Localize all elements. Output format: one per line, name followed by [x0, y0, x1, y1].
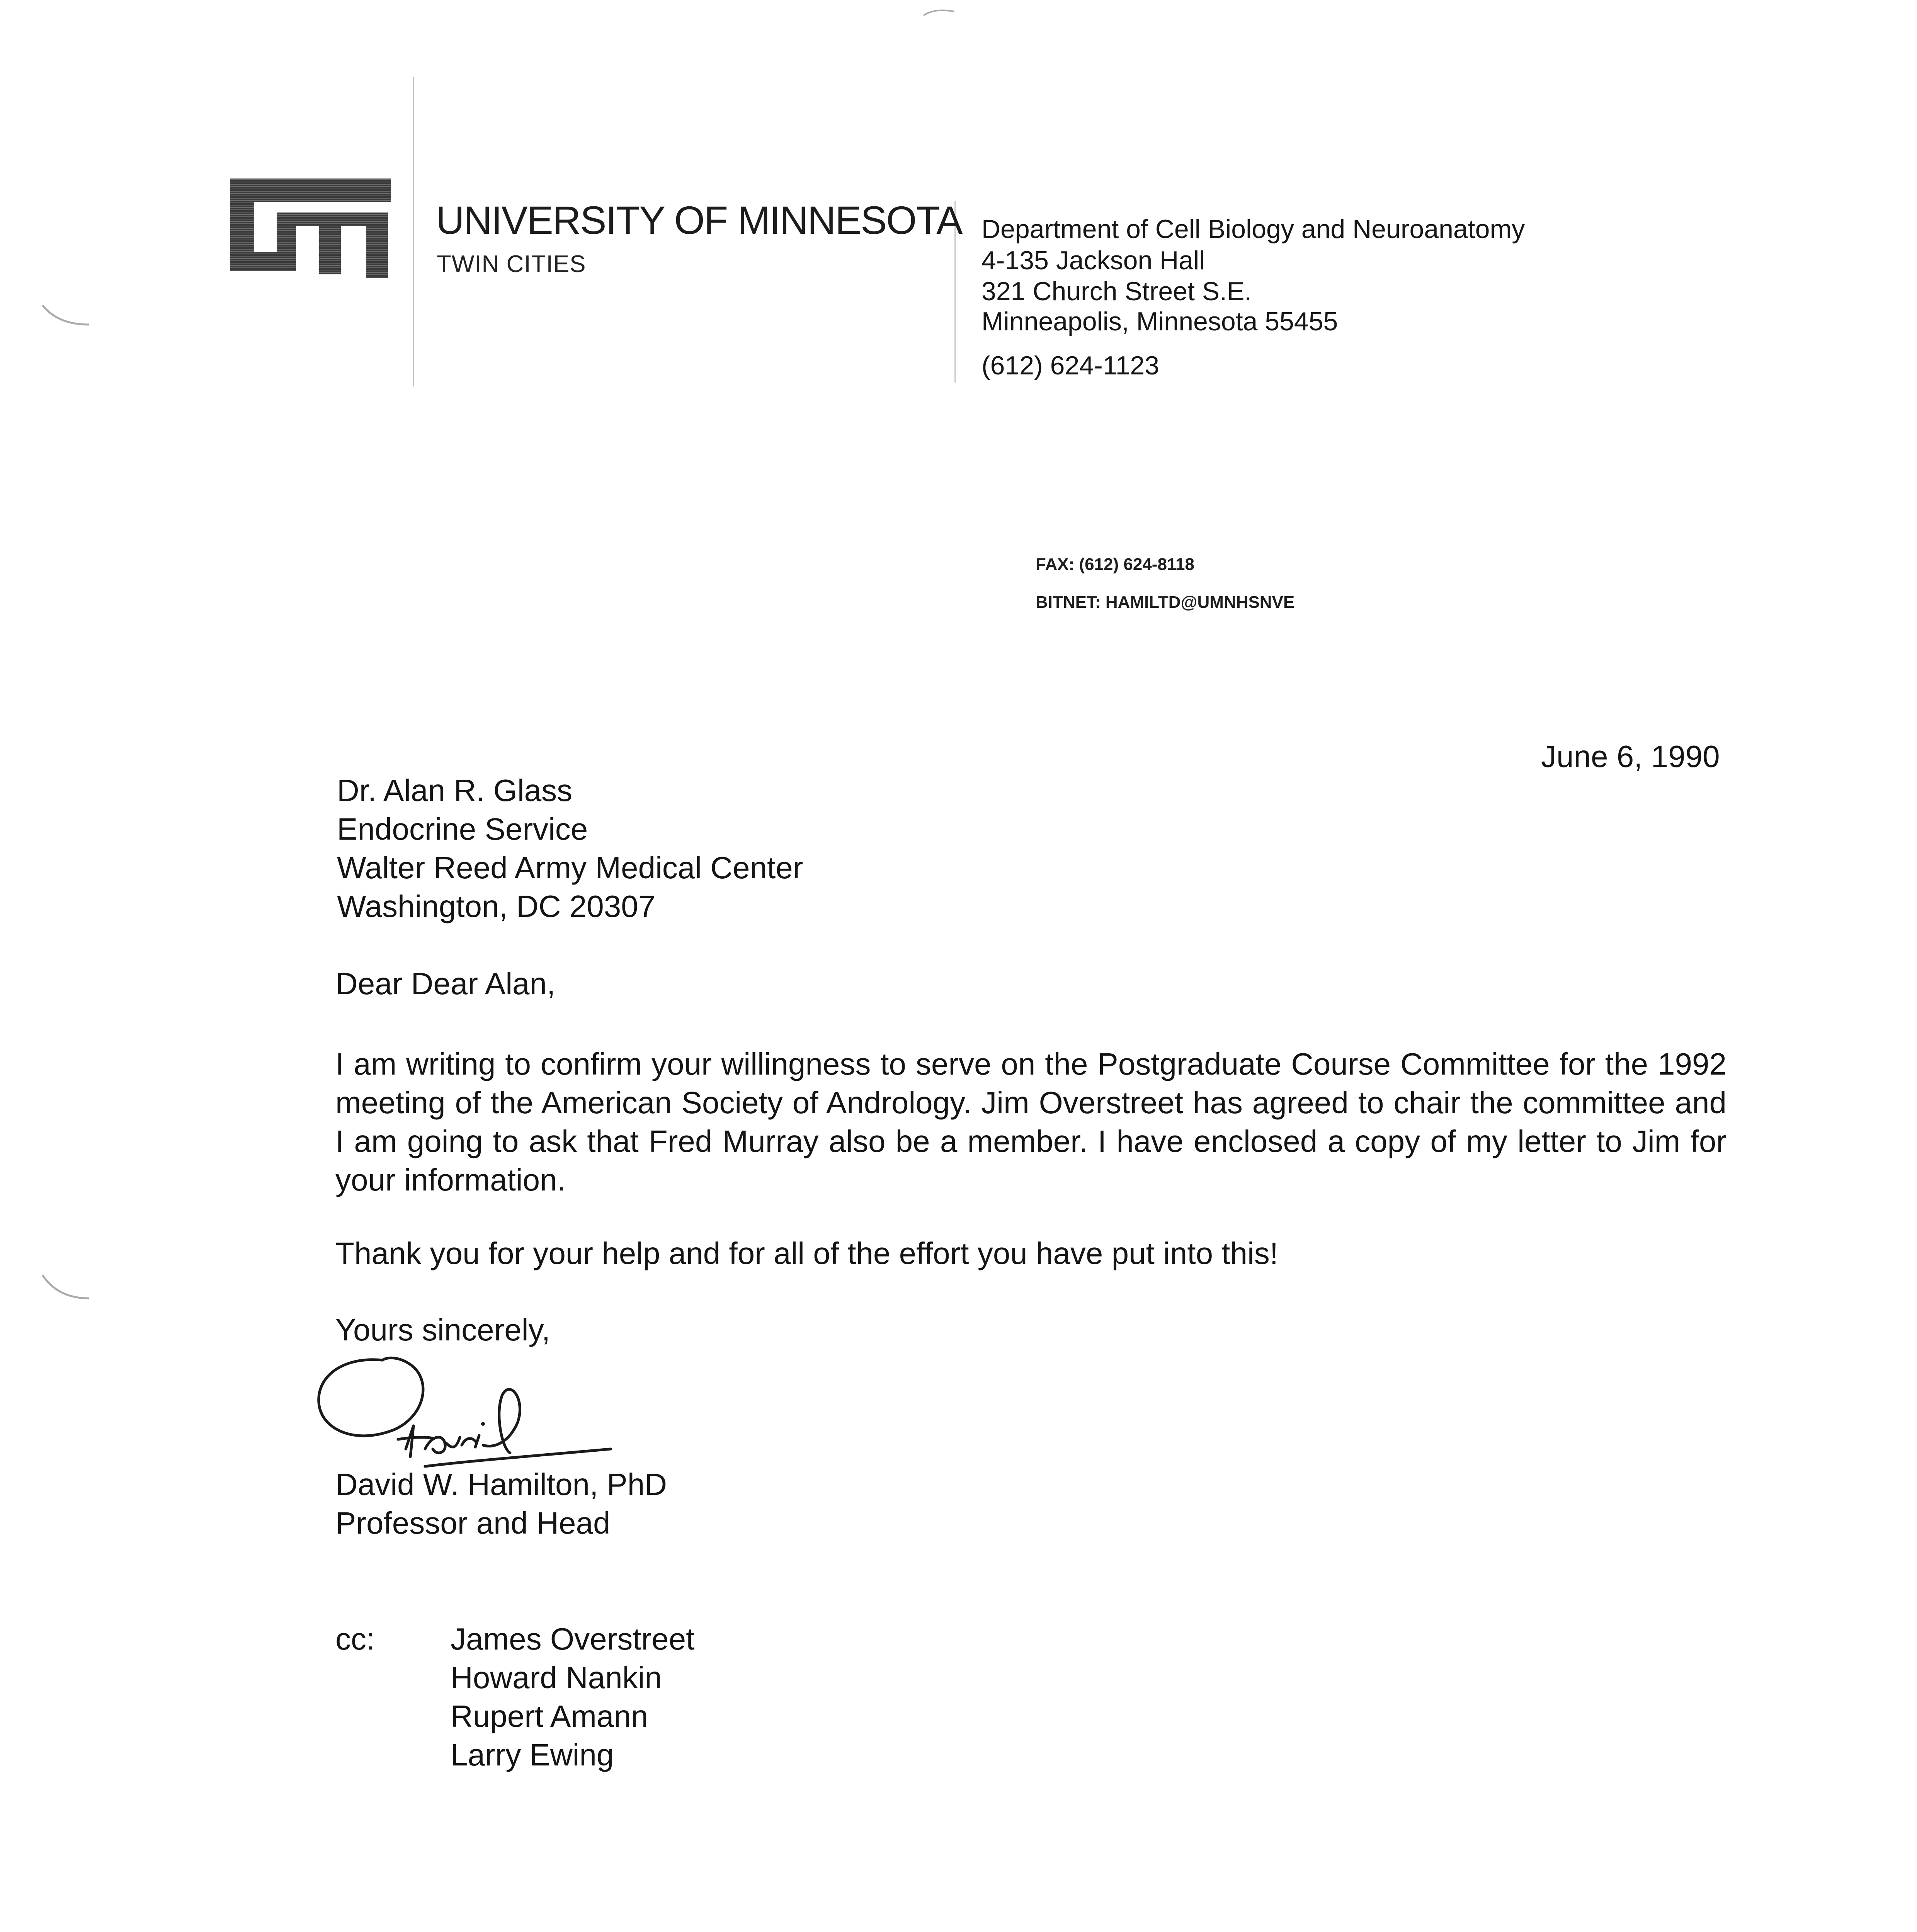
- recipient-line: Washington, DC 20307: [337, 889, 656, 923]
- letter-paragraph: I am writing to confirm your willingness to serve on the Postgraduate Course Committee for the 1992 meeting of the American Society of Andrology. Jim Overstreet has agreed to chair the committee and I am going to ask that Fred Murray also be a member. I have enclosed a copy of my letter to Jim for your information.: [335, 1047, 1726, 1197]
- signer-name: David W. Hamilton, PhD: [335, 1467, 667, 1502]
- department-name: Department of Cell Biology and Neuroanatomy: [981, 214, 1525, 244]
- recipient-line: Dr. Alan R. Glass: [337, 773, 573, 808]
- fax-number: FAX: (612) 624-8118: [1036, 555, 1194, 574]
- address-line: 321 Church Street S.E.: [981, 277, 1252, 306]
- address-line: Minneapolis, Minnesota 55455: [981, 307, 1338, 336]
- letterhead-divider: [413, 77, 414, 386]
- closing: Yours sincerely,: [335, 1313, 550, 1347]
- campus-name: TWIN CITIES: [437, 251, 586, 277]
- phone-number: (612) 624-1123: [981, 351, 1159, 380]
- cc-recipient: Rupert Amann: [451, 1699, 648, 1733]
- cc-recipient: James Overstreet: [451, 1622, 695, 1656]
- university-of-minnesota-logo-icon: [230, 179, 391, 281]
- signer-title: Professor and Head: [335, 1506, 611, 1540]
- recipient-line: Walter Reed Army Medical Center: [337, 850, 803, 885]
- cc-recipient: Howard Nankin: [451, 1660, 662, 1695]
- bitnet-address: BITNET: HAMILTD@UMNHSNVE: [1036, 593, 1295, 612]
- letter-paragraph: Thank you for your help and for all of the effort you have put into this!: [335, 1236, 1278, 1270]
- cc-recipient: Larry Ewing: [451, 1738, 614, 1772]
- cc-label: cc:: [335, 1622, 375, 1656]
- address-line: 4-135 Jackson Hall: [981, 246, 1205, 275]
- recipient-line: Endocrine Service: [337, 812, 588, 846]
- letter-date: June 6, 1990: [1541, 739, 1720, 774]
- university-name: UNIVERSITY OF MINNESOTA: [436, 198, 962, 242]
- salutation: Dear Dear Alan,: [335, 966, 556, 1001]
